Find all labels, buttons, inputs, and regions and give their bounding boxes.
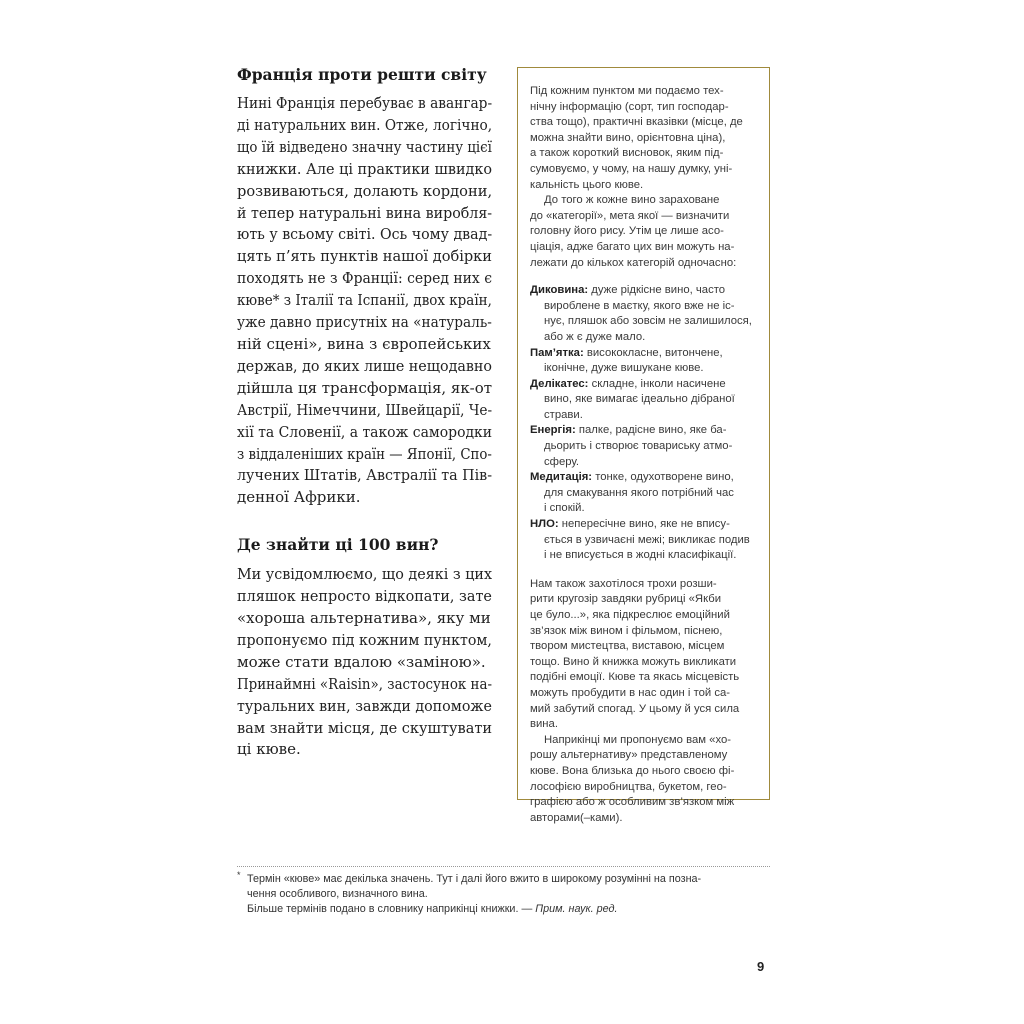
sidebar-line: подібні емоції. Кюве та якась місцевість	[530, 671, 740, 684]
footnote	[237, 872, 770, 917]
body-text-line: Нині Франція перебуває в авангар-	[237, 94, 493, 112]
sidebar-line: До того ж кожне вино зараховане	[544, 194, 720, 207]
sidebar-line: можна знайти вино, орієнтовна ціна),	[530, 131, 726, 144]
sidebar-text	[530, 84, 765, 826]
sidebar-line: лософією виробництва, букетом, гео-	[530, 780, 727, 793]
sidebar-line: кюве. Вона близька до нього своєю фі-	[530, 764, 735, 777]
body-text-line: що їй відведено значну частину цієї	[237, 137, 492, 156]
body-text-line: уже давно присутніх на «натураль-	[237, 313, 492, 332]
sidebar-line: Наприкінці ми пропонуємо вам «хо-	[544, 733, 732, 746]
sidebar-line: тощо. Вино й книжка можуть викликати	[530, 655, 737, 668]
category-desc-line: вироблене в маєтку, якого вже не іс-	[544, 299, 735, 312]
sidebar-line: можуть пробудити в нас один і той са-	[530, 686, 731, 699]
category-desc-line: страви.	[544, 408, 583, 421]
category-desc-line: ється в узвичаєні межі; викликає подив	[544, 533, 750, 546]
sidebar-line: Нам також захотілося трохи розши-	[530, 577, 717, 590]
category-entry	[530, 377, 765, 393]
body-text-line: Австрії, Німеччини, Швейцарії, Че-	[237, 400, 493, 419]
sidebar-line: а також короткий висновок, яким під-	[530, 147, 724, 160]
sidebar-line: кальність цього кюве.	[530, 178, 644, 191]
section-heading-france: Франція проти решти світу	[237, 65, 487, 84]
sidebar-line: головну його рису. Утім це лише асо-	[530, 225, 724, 238]
sidebar-category-list	[530, 283, 765, 564]
body-text-line: пропонуємо під кожним пунктом,	[237, 630, 492, 649]
sidebar-line: авторами(–ками).	[530, 811, 623, 824]
main-column	[237, 64, 492, 761]
body-text-line: «хороша альтернатива», яку ми	[237, 609, 491, 628]
category-desc-line: нує, пляшок або зовсім не залишилося,	[544, 315, 752, 328]
category-desc-line: сферу.	[544, 455, 580, 468]
sidebar-intro	[530, 84, 765, 193]
category-entry	[530, 470, 765, 486]
section-body-france	[237, 93, 492, 509]
body-text-line: книжки. Але ці практики швидко	[237, 159, 493, 178]
sidebar-line: твором мистецтва, виставою, місцем	[530, 640, 725, 653]
category-desc-line: або ж є дуже мало.	[544, 330, 646, 343]
sidebar-line: ства тощо), практичні вказівки (місце, де	[530, 116, 743, 129]
category-desc-line: вино, яке вимагає ідеально дібраної	[544, 393, 735, 406]
body-text-line: хії та Словенії, а також самородки	[237, 422, 493, 441]
body-text-line: ють у всьому світі. Ось чому двад-	[237, 225, 493, 244]
category-desc-line: для смакування якого потрібний час	[544, 486, 734, 499]
body-text-line: вам знайти місця, де скуштувати	[237, 718, 493, 737]
sidebar-line: до «категорії», мета якої — визначити	[530, 209, 730, 222]
category-term: Диковина:	[530, 284, 589, 297]
category-term: Делікатес:	[530, 377, 589, 390]
body-text-line: Принаймні «Raisin», застосунок на-	[237, 674, 492, 693]
category-term: Пам’ятка:	[530, 346, 584, 359]
sidebar-alternative	[530, 733, 765, 827]
sidebar-line: лежати до кількох категорій одночасно:	[530, 256, 737, 269]
body-text-line: ній сцені», вина з європейських	[237, 334, 491, 353]
body-text-line: ді натуральних вин. Отже, логічно,	[237, 115, 493, 134]
category-desc-line: дьорить і створює товариську атмо-	[544, 440, 733, 453]
section-body-where	[237, 564, 492, 761]
category-desc-line: іконічне, дуже вишукане кюве.	[544, 362, 704, 375]
sidebar-line: мий забутий спогад. У цьому й уся сила	[530, 702, 740, 715]
sidebar-line: рити кругозір завдяки рубриці «Якби	[530, 593, 722, 606]
footnote-line: Більше термінів подано в словнику наприкінці книжки. — Прим. наук. ред.	[247, 903, 618, 915]
category-desc-line: і не вписується в жодні класифікації.	[544, 549, 737, 562]
footnote-line: чення особливого, визначного вина.	[247, 888, 428, 900]
body-text-line: Ми усвідомлюємо, що деякі з цих	[237, 565, 493, 584]
sidebar-line: сумовуємо, у чому, на нашу думку, уні-	[530, 162, 733, 175]
category-entry	[530, 346, 765, 362]
section-heading-where: Де знайти ці 100 вин?	[237, 535, 439, 555]
footnote-marker: *	[237, 870, 241, 880]
sidebar-line: ціація, адже багато цих вин можуть на-	[530, 240, 735, 253]
body-text-line: цять п’ять пунктів нашої добірки	[237, 247, 492, 266]
body-text-line: денної Африки.	[237, 488, 361, 507]
body-text-line: пляшок непросто відкопати, зате	[237, 587, 492, 606]
body-text-line: кюве* з Італії та Іспанії, двох країн,	[237, 291, 492, 310]
body-text-line: й тепер натуральні вина виробля-	[237, 203, 493, 222]
category-term: НЛО:	[530, 518, 559, 531]
category-term: Медитація:	[530, 471, 593, 484]
body-text-line: з віддаленіших країн — Японії, Спо-	[237, 444, 492, 463]
footnote-divider	[237, 866, 770, 867]
body-text-line: туральних вин, завжди допоможе	[237, 696, 492, 715]
body-text-line: розвиваються, долають кордони,	[237, 181, 493, 200]
category-desc: дуже рідкісне вино, часто	[591, 284, 726, 297]
category-entry	[530, 423, 765, 439]
sidebar-categories-intro	[530, 193, 765, 271]
sidebar-what-if	[530, 577, 765, 733]
category-desc-line: і спокій.	[544, 502, 585, 515]
category-desc: палке, радісне вино, яке ба-	[578, 424, 727, 437]
sidebar-line: графією або ж особливим зв’язком між	[530, 796, 735, 809]
category-desc: непересічне вино, яке не впису-	[561, 518, 730, 531]
sidebar-line: вина.	[530, 718, 558, 731]
sidebar-line: це було...», яка підкреслює емоційний	[530, 609, 730, 621]
category-entry	[530, 283, 765, 299]
page-number: 9	[757, 959, 765, 974]
sidebar-line: нічну інформацію (сорт, тип господар-	[530, 100, 729, 113]
sidebar-line: Під кожним пунктом ми подаємо тех-	[530, 85, 724, 97]
category-desc: складне, інколи насичене	[591, 377, 726, 390]
sidebar-line: зв’язок між вином і фільмом, піснею,	[530, 624, 723, 637]
body-text-line: ці кюве.	[237, 740, 301, 759]
category-entry	[530, 517, 765, 533]
sidebar-line: рошу альтернативу» представленому	[530, 749, 728, 762]
category-term: Енергія:	[530, 424, 576, 437]
category-desc: тонке, одухотворене вино,	[595, 471, 734, 484]
category-desc: висококласне, витончене,	[586, 346, 723, 359]
body-text-line: походять не з Франції: серед них є	[237, 269, 492, 288]
body-text-line: може стати вдалою «заміною».	[237, 652, 486, 671]
footnote-line: Термін «кюве» має декілька значень. Тут і далі його вжито в широкому розумінні на позна-	[247, 873, 702, 885]
body-text-line: дійшла ця трансформація, як-от	[237, 378, 492, 397]
body-text-line: держав, до яких лише нещодавно	[237, 356, 493, 375]
body-text-line: лучених Штатів, Австралії та Пів-	[237, 466, 493, 485]
